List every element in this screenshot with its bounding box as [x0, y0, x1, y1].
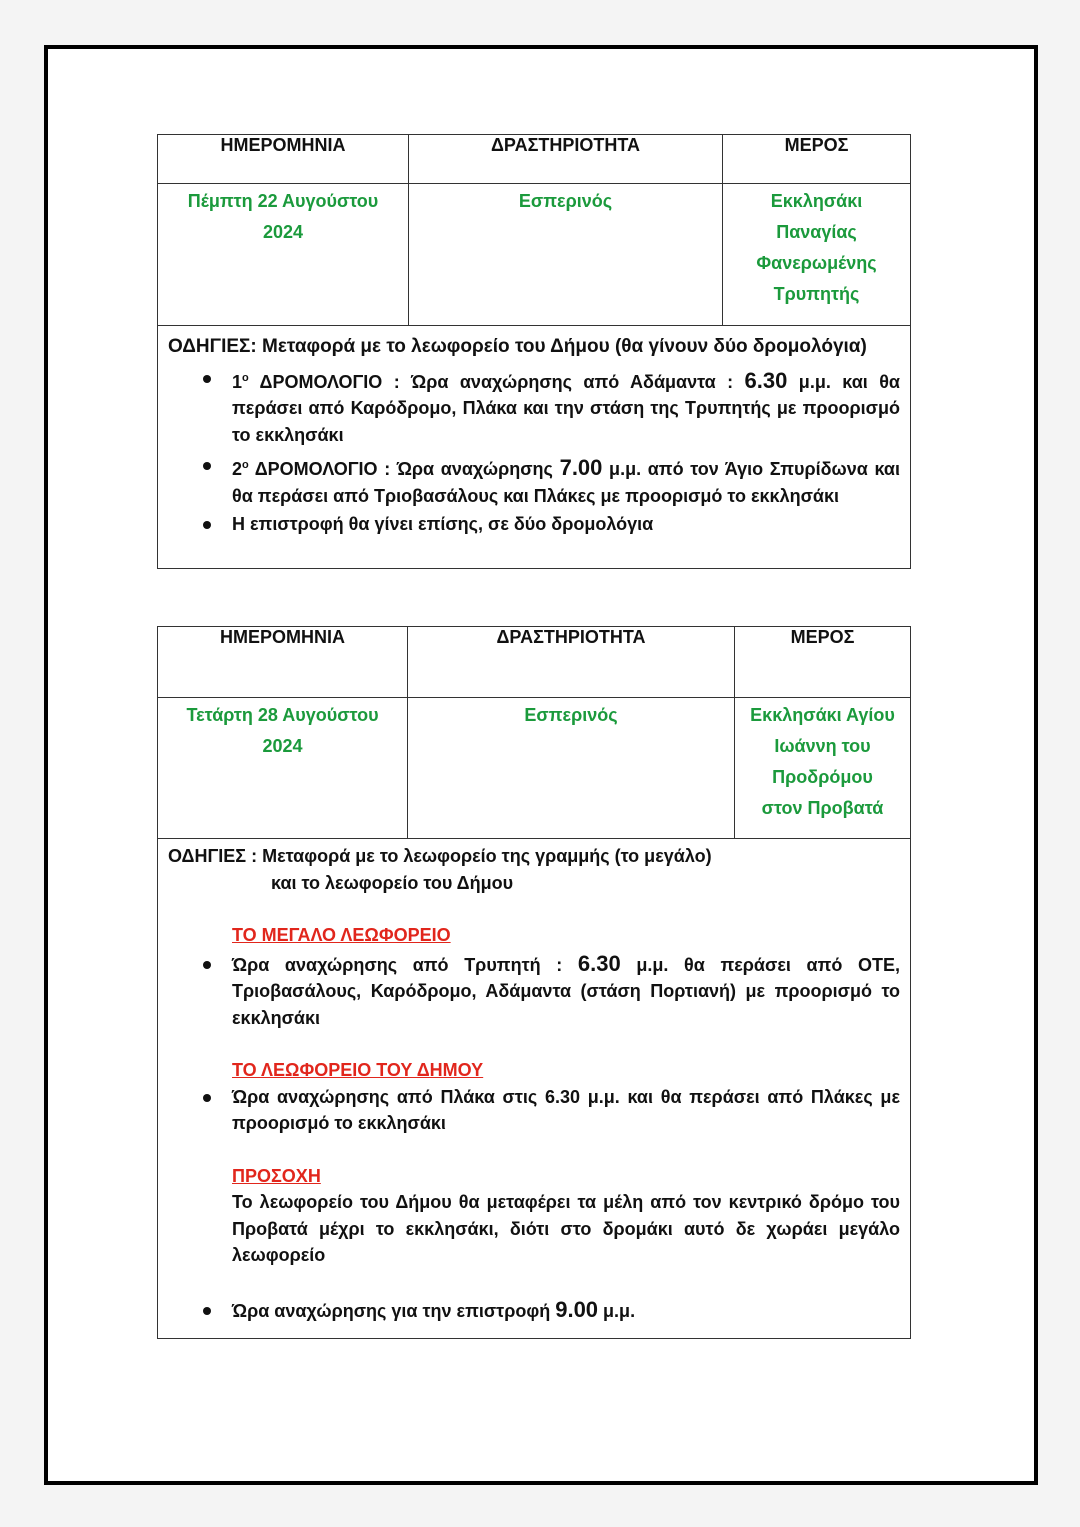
route-ordinal: ο [242, 371, 249, 384]
instructions-label: ΟΔΗΓΙΕΣ: [168, 336, 257, 357]
header-activity: ΔΡΑΣΤΗΡΙΟΤΗΤΑ [409, 135, 723, 184]
return-time: 9.00 [555, 1296, 599, 1322]
route-list [168, 365, 900, 538]
table-header-row [158, 627, 911, 698]
return-text: μ.μ. [598, 1300, 636, 1321]
header-date: ΗΜΕΡΟΜΗΝΙΑ [158, 135, 409, 184]
municipal-bus-list [168, 1084, 900, 1137]
schedule-table-2 [157, 626, 911, 1339]
section-title-attention: ΠΡΟΣΟΧΗ [232, 1165, 321, 1186]
route-number: 2 [232, 459, 243, 479]
section-title-big-bus: ΤΟ ΜΕΓΑΛΟ ΛΕΩΦΟΡΕΙΟ [232, 925, 451, 945]
document-page [44, 45, 1038, 1485]
list-item [168, 452, 900, 509]
header-place: ΜΕΡΟΣ [735, 627, 911, 698]
activity-cell: Εσπερινός [408, 698, 735, 839]
route-text: ΔΡΟΜΟΛΟΓΙΟ : Ώρα αναχώρησης από Αδάμαντα : [248, 371, 745, 392]
route-number: 1 [232, 371, 243, 392]
header-date: ΗΜΕΡΟΜΗΝΙΑ [158, 627, 408, 698]
route-time: 7.00 [559, 455, 603, 480]
place-line: Παναγίας [776, 222, 857, 242]
route-text: μ.μ. και θα περάσει από Καρόδρομο, Πλάκα και την στάση της Τρυπητής με προορισμό το εκκλησάκι [232, 371, 900, 445]
place-line: Προδρόμου [772, 767, 873, 787]
instructions-heading [168, 334, 900, 361]
list-item: Ώρα αναχώρησης από Πλάκα στις 6.30 μ.μ. και θα περάσει από Πλάκες με προορισμό το εκκλησάκι [168, 1084, 900, 1137]
place-line: Εκκλησάκι [770, 191, 863, 211]
instructions-cell [158, 839, 911, 1339]
list-item [168, 1297, 900, 1325]
section-title-municipal-bus: ΤΟ ΛΕΩΦΟΡΕΙΟ ΤΟΥ ΔΗΜΟΥ [232, 1060, 484, 1080]
place-cell [735, 698, 911, 839]
date-year: 2024 [262, 222, 304, 242]
instructions-subheading: και το λεωφορείο του Δήμου [271, 872, 514, 893]
place-line: Τρυπητής [773, 284, 860, 304]
table-row [158, 184, 911, 326]
header-activity: ΔΡΑΣΤΗΡΙΟΤΗΤΑ [408, 627, 735, 698]
date-cell [158, 698, 408, 839]
instructions-row [158, 326, 911, 569]
table-header-row [158, 135, 911, 184]
route-text: ΔΡΟΜΟΛΟΓΙΟ : Ώρα αναχώρησης [248, 459, 560, 479]
route-time: 6.30 [577, 950, 621, 976]
route-text: Ώρα αναχώρησης από Τρυπητή : [232, 954, 578, 975]
list-item [168, 365, 900, 449]
instructions-cell [158, 326, 911, 569]
place-cell [723, 184, 911, 326]
date-year: 2024 [262, 736, 303, 756]
route-time: 6.30 [744, 367, 788, 393]
instructions-heading: ΟΔΗΓΙΕΣ : Μεταφορά με το λεωφορείο της γραμμής (το μεγάλο) [168, 846, 712, 866]
route-ordinal: ο [242, 459, 249, 471]
date-cell [158, 184, 409, 326]
place-line: Ιωάννη του [774, 736, 871, 756]
place-line: Εκκλησάκι Αγίου [750, 705, 895, 725]
route-text: μ.μ. από τον Άγιο Σπυρίδωνα και θα περάσει από Τριοβασάλους και Πλάκες με προορισμό το εκκλησάκι [232, 459, 901, 506]
return-list [168, 1297, 900, 1325]
header-place: ΜΕΡΟΣ [723, 135, 911, 184]
route-text: μ.μ. θα περάσει από ΟΤΕ, Τριοβασάλους, Καρόδρομο, Αδάμαντα (στάση Πορτιανή) με προορισμό το εκκλησάκι [232, 954, 900, 1028]
activity-cell: Εσπερινός [409, 184, 723, 326]
return-text: Ώρα αναχώρησης για την επιστροφή [232, 1300, 556, 1321]
date-line: Πέμπτη 22 Αυγούστου [187, 191, 379, 211]
place-line: στον Προβατά [761, 798, 884, 818]
schedule-table-1 [157, 134, 911, 569]
list-item [168, 951, 900, 1032]
attention-text: Το λεωφορείο του Δήμου θα μεταφέρει τα μέλη από τον κεντρικό δρόμο του Προβατά μέχρι το εκκλησάκι, διότι στο δρομάκι αυτό δε χωράει μεγάλο λεωφορείο [232, 1192, 900, 1265]
date-line: Τετάρτη 28 Αυγούστου [186, 705, 379, 725]
instructions-row [158, 839, 911, 1339]
big-bus-list [168, 951, 900, 1032]
list-item: Η επιστροφή θα γίνει επίσης, σε δύο δρομολόγια [168, 511, 900, 538]
table-row [158, 698, 911, 839]
place-line: Φανερωμένης [756, 253, 877, 273]
instructions-text: Μεταφορά με το λεωφορείο του Δήμου (θα γίνουν δύο δρομολόγια) [256, 336, 867, 357]
